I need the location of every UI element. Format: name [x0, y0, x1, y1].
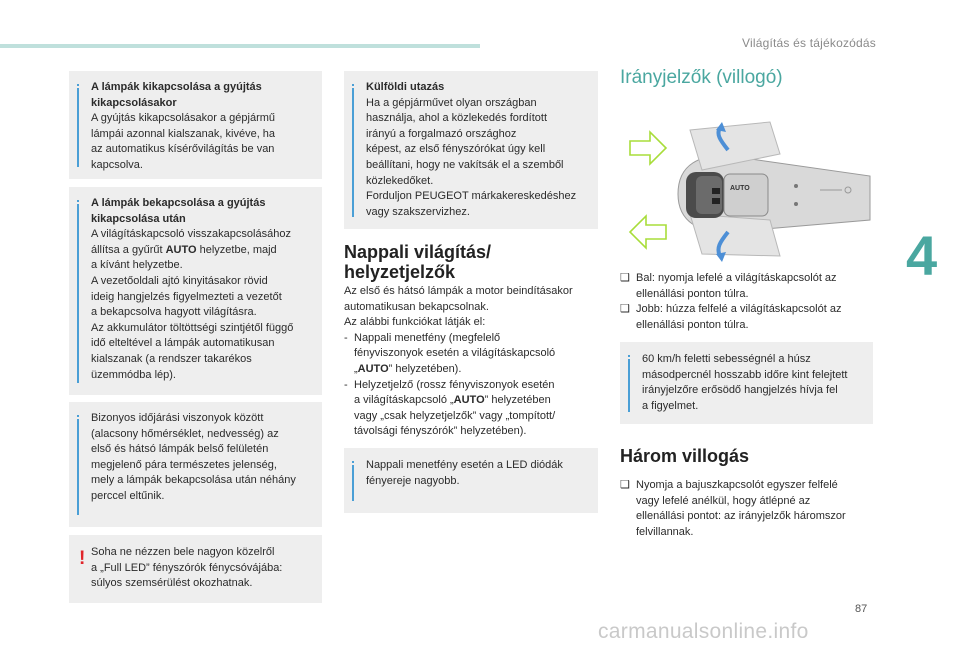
info-box-speed: [620, 342, 873, 424]
box-line: megjelenő pára természetes jelenség,: [91, 458, 277, 471]
arrow-right-icon: [630, 132, 666, 164]
box-line: első és hátsó lámpák belső felületén: [91, 443, 269, 456]
daytime-lights-heading: Nappali világítás/ helyzetjelzők: [344, 242, 492, 282]
box-line: használja, ahol a közlekedés fordított: [366, 112, 548, 125]
box-line: kapcsolva.: [91, 158, 143, 171]
text-line: Az első és hátsó lámpák a motor beindításakor: [344, 285, 573, 297]
auto-label: AUTO: [165, 243, 197, 256]
list-item: ❑ Jobb: húzza felfelé a világításkapcsolót az ellenállási ponton túlra.: [620, 303, 842, 331]
info-icon: [77, 81, 80, 167]
checkbox-bullet-icon: ❑: [620, 479, 630, 491]
three-flash-heading: Három villogás: [620, 446, 750, 466]
warning-icon: !: [79, 548, 86, 569]
lighting-stalk-svg: [620, 114, 876, 264]
daytime-description: [344, 284, 600, 440]
box-line: Ha a gépjárművet olyan országban: [366, 96, 537, 109]
watermark: carmanualsonline.info: [598, 620, 809, 643]
info-icon: [352, 458, 355, 501]
box-line: a „Full LED” fényszórók fénycsóvájába:: [91, 561, 283, 574]
box-line: állítsa a gyűrűt AUTO helyzetbe, majd: [91, 243, 277, 256]
box-line: Nappali menetfény esetén a LED diódák: [366, 459, 563, 471]
indicators-list: [620, 271, 876, 333]
section-header-title: Világítás és tájékozódás: [742, 36, 876, 50]
info-icon: [628, 352, 631, 412]
box-line: ideig hangjelzés figyelmezteti a vezetőt: [91, 290, 282, 303]
box-line: (alacsony hőmérséklet, nedvesség) az: [91, 427, 279, 440]
info-box-abroad: [344, 71, 598, 229]
box-line: közlekedőket.: [366, 174, 434, 187]
stalk-auto-label: AUTO: [730, 185, 750, 192]
box-line: az automatikus kísérővilágítás be van: [91, 143, 275, 156]
box-title: A lámpák bekapcsolása a gyújtás kikapcsolása után: [91, 197, 266, 225]
info-box-lights-on: [69, 187, 322, 395]
indicators-heading: Irányjelzők (villogó): [620, 67, 783, 88]
box-line: lámpái azonnal kialszanak, kivéve, ha: [91, 127, 276, 140]
box-line: Az akkumulátor töltöttségi szintjétől függő: [91, 321, 294, 334]
chapter-number: 4: [906, 224, 938, 287]
box-line: irányú a forgalmazó országhoz: [366, 127, 517, 140]
info-box-lights-off: [69, 71, 322, 179]
three-flash-list: [620, 478, 876, 540]
list-item: ❑ Bal: nyomja lefelé a világításkapcsolót az ellenállási ponton túlra.: [620, 272, 837, 300]
box-line: képest, az első fényszórókat úgy kell: [366, 143, 546, 156]
header-rule: [0, 44, 480, 48]
box-line: beállítani, hogy ne vakítsák el a szemből: [366, 158, 564, 171]
info-box-weather: [69, 402, 322, 527]
box-line: fényereje nagyobb.: [366, 474, 460, 487]
text-line: Az alábbi funkciókat látják el:: [344, 316, 486, 329]
box-line: Soha ne nézzen bele nagyon közelről: [91, 546, 275, 558]
stalk-illustration: [620, 114, 876, 264]
box-title: A lámpák kikapcsolása a gyújtás kikapcsolásakor: [91, 81, 262, 109]
box-line: vagy szakszervizhez.: [366, 205, 470, 218]
box-line: mely a lámpák bekapcsolása után néhány: [91, 474, 296, 487]
checkbox-bullet-icon: ❑: [620, 272, 630, 284]
list-item: - Helyzetjelző (rossz fényviszonyok esetén a világításkapcsoló „AUTO” helyzetében vagy „csak helyzetjelzők” vagy „tompított/ távolsági fényszórók” helyzetében).: [344, 378, 556, 438]
box-line: a bekapcsolva hagyott világításra.: [91, 306, 257, 319]
box-line: A gyújtás kikapcsolásakor a gépjármű: [91, 112, 276, 125]
box-line: idő elteltével a lámpák automatikusan: [91, 337, 275, 350]
box-line: A világításkapcsoló visszakapcsolásához: [91, 228, 291, 241]
box-line: Bizonyos időjárási viszonyok között: [91, 412, 264, 424]
box-line: 60 km/h feletti sebességnél a húsz: [642, 353, 811, 365]
box-line: üzemmódba lép).: [91, 368, 176, 381]
box-line: perccel eltűnik.: [91, 489, 165, 502]
info-icon: [77, 412, 80, 515]
box-title: Külföldi utazás: [366, 81, 445, 93]
arrow-left-icon: [630, 216, 666, 248]
info-box-led: [344, 448, 598, 513]
info-icon: [77, 197, 80, 383]
box-line: kialszanak (a rendszer takarékos: [91, 352, 252, 365]
box-line: másodpercnél hosszabb időre kint felejtett: [642, 368, 848, 381]
box-line: irányjelzőre erősödő hangjelzés hívja fel: [642, 384, 838, 397]
box-line: A vezetőoldali ajtó kinyitásakor rövid: [91, 274, 268, 287]
info-icon: [352, 81, 355, 217]
text-line: automatikusan bekapcsolnak.: [344, 300, 489, 313]
box-line: súlyos szemsérülést okozhatnak.: [91, 577, 253, 590]
checkbox-bullet-icon: ❑: [620, 303, 630, 316]
box-line: Forduljon PEUGEOT márkakereskedéshez: [366, 190, 577, 203]
warning-box-led: [69, 535, 322, 603]
list-item: - Nappali menetfény (megfelelő fényviszonyok esetén a világításkapcsoló „AUTO” helyzetében).: [344, 331, 556, 375]
box-line: a kívánt helyzetbe.: [91, 259, 183, 272]
page-number: 87: [855, 603, 868, 615]
box-line: a figyelmet.: [642, 399, 699, 412]
list-item: ❑ Nyomja a bajuszkapcsolót egyszer felfelé vagy lefelé anélkül, hogy átlépné az ellenállási pontot: az irányjelzők háromszor felvillannak.: [620, 479, 846, 538]
